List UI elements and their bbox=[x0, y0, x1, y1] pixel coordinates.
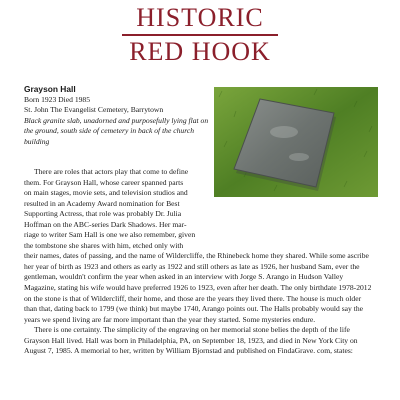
grave-entry bbox=[24, 84, 210, 148]
paragraph-2: There is one certainty. The simplicity of the engraving on her memorial stone belies the depth of the life Grayson Hall lived. Hall was born in Philadelphia, PA, on September 18, 1923, and died in New York City on August 7, 1985. A memorial to her, written by William Bjornstad and published on FindaGrave. com, states: bbox=[24, 325, 358, 356]
p1-line2: them. For Grayson Hall, whose career spanned parts bbox=[24, 177, 184, 187]
paragraph-1-narrow bbox=[24, 167, 210, 251]
masthead-title-line2: RED HOOK bbox=[129, 37, 271, 66]
entry-dates: Born 1923 Died 1985 bbox=[24, 94, 91, 104]
masthead bbox=[0, 4, 400, 66]
masthead-title-line1: HISTORIC bbox=[136, 3, 264, 32]
p1-line6: Hoffman on the ABC-series Dark Shadows. Her mar- bbox=[24, 219, 187, 229]
masthead-divider bbox=[122, 34, 278, 36]
paragraph-1-wide: their names, dates of passing, and the name of Wildercliffe, the Rhinebeck home they shared. While some ascribe her year of birth as 1923 and others as early as 1922 and still others as late as 1926, her husband Sam, ever the gentleman, wouldn't confirm the year when asked in an interview with Jorge S. Arango in Hudson Valley Magazine, stating his wife would have preferred 1926 to 1923, even after her death. The only birthdate 1978-2012 on the stone is that of Wildercliff, their home, and those are the years they lived there. The house is much older than that, dating back to 1799 (we think) but maybe 1740, Arango points out. The Halls probably would say the years we spend living are far more important than the year they started. Some mysteries endure. bbox=[24, 251, 372, 324]
p1-line1: There are roles that actors play that come to define bbox=[34, 167, 189, 176]
entry-description: Black granite slab, unadorned and purposefully lying flat on the ground, south side of cemetery in back of the church building bbox=[24, 115, 209, 146]
entry-location: St. John The Evangelist Cemetery, Barrytown bbox=[24, 105, 164, 115]
p1-line5: Supporting Actress, that role was probably Dr. Julia bbox=[24, 209, 182, 219]
entry-name: Grayson Hall bbox=[24, 84, 76, 94]
p1-line4: resulted in an Academy Award nomination for Best bbox=[24, 198, 180, 208]
article-body bbox=[24, 167, 376, 357]
p1-line7: riage to writer Sam Hall is one we also remember, given bbox=[24, 230, 196, 240]
p1-line3: on main stages, movie sets, and television studios and bbox=[24, 188, 188, 198]
p1-line8: the tombstone she shares with him, etched only with bbox=[24, 240, 184, 250]
